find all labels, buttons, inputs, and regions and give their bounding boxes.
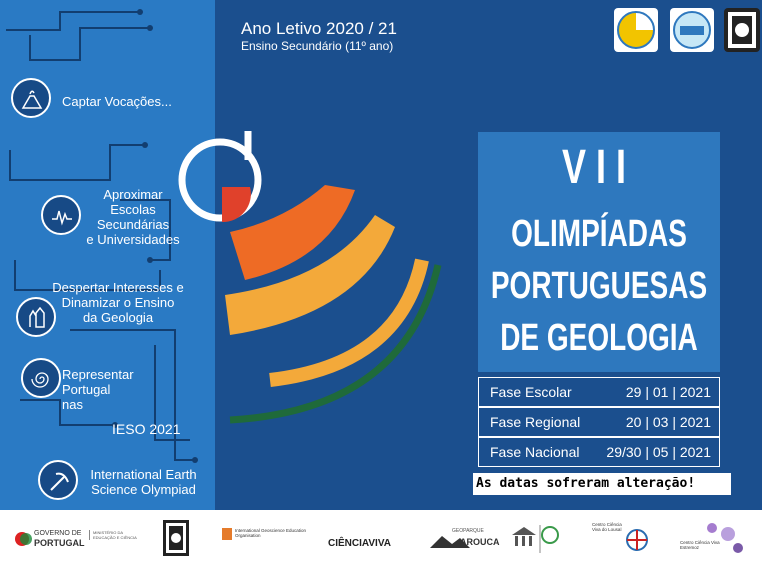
phase-date: 20 | 03 | 2021 [625,414,711,430]
phase-label: Fase Regional [490,414,581,430]
globe-logo-icon [614,8,658,52]
gov-line-1: GOVERNO DE [34,530,82,537]
phase-date: 29 | 01 | 2021 [625,384,711,400]
goal-text-3: Despertar Interesses e Dinamizar o Ensino da Geologia [52,280,184,325]
school-year: Ano Letivo 2020 / 21 [241,19,397,38]
igeo-text: International Geoscience Education Organisation [235,528,307,538]
unesco-logo-icon [510,523,560,560]
igeo-mark-icon [222,528,232,540]
phase-label: Fase Escolar [490,384,572,400]
sponsor-footer [0,510,762,563]
goal-text-6: International Earth Science Olympiad [90,467,197,497]
sgp-footer-icon [163,520,189,556]
estremoz-text: Centro Ciência Viva Estremoz [680,540,720,550]
volcano-icon [11,78,51,118]
phase-row [479,408,719,436]
arouca-text: AROUCA [460,537,500,547]
phase-label: Fase Nacional [490,444,580,460]
edition-numeral: VII [561,138,636,194]
phase-row [479,438,719,466]
ieso-logo-icon [670,8,714,52]
title-line-3: DE GEOLOGIA [500,316,698,359]
date-change-notice: As datas sofreram alteração! [473,473,731,495]
goal-text-1: Captar Vocações... [62,94,172,109]
title-box [478,132,720,372]
geoparque-text: GEOPARQUE [452,528,484,534]
ammonite-icon [21,358,61,398]
goal-text-4: Representar Portugal nas [62,367,134,412]
ciencia-viva-logo: CIÊNCIAVIVA [328,538,391,549]
lousal-mark-icon [620,528,654,552]
gov-line-2: PORTUGAL [34,538,85,548]
title-line-1: OLIMPÍADAS [511,212,687,255]
goal-text-2: Aproximar Escolas Secundárias e Universidades [86,187,180,247]
ministry-text: MINISTÉRIO DA EDUCAÇÃO E CIÊNCIA [89,530,139,540]
phase-row [479,378,719,406]
goal-text-5: IESO 2021 [112,421,181,437]
phase-date: 29/30 | 05 | 2021 [606,444,711,460]
olympics-graphic [170,130,450,430]
lousal-text: Centro Ciência Viva do Lousal [592,522,622,532]
title-line-2: PORTUGUESAS [490,264,708,307]
sgp-logo-icon [724,8,760,52]
gov-flag-icon [14,530,34,548]
phase-dates [478,377,720,467]
seismograph-icon [41,195,81,235]
education-level: Ensino Secundário (11º ano) [241,39,394,53]
pickaxe-icon [38,460,78,500]
